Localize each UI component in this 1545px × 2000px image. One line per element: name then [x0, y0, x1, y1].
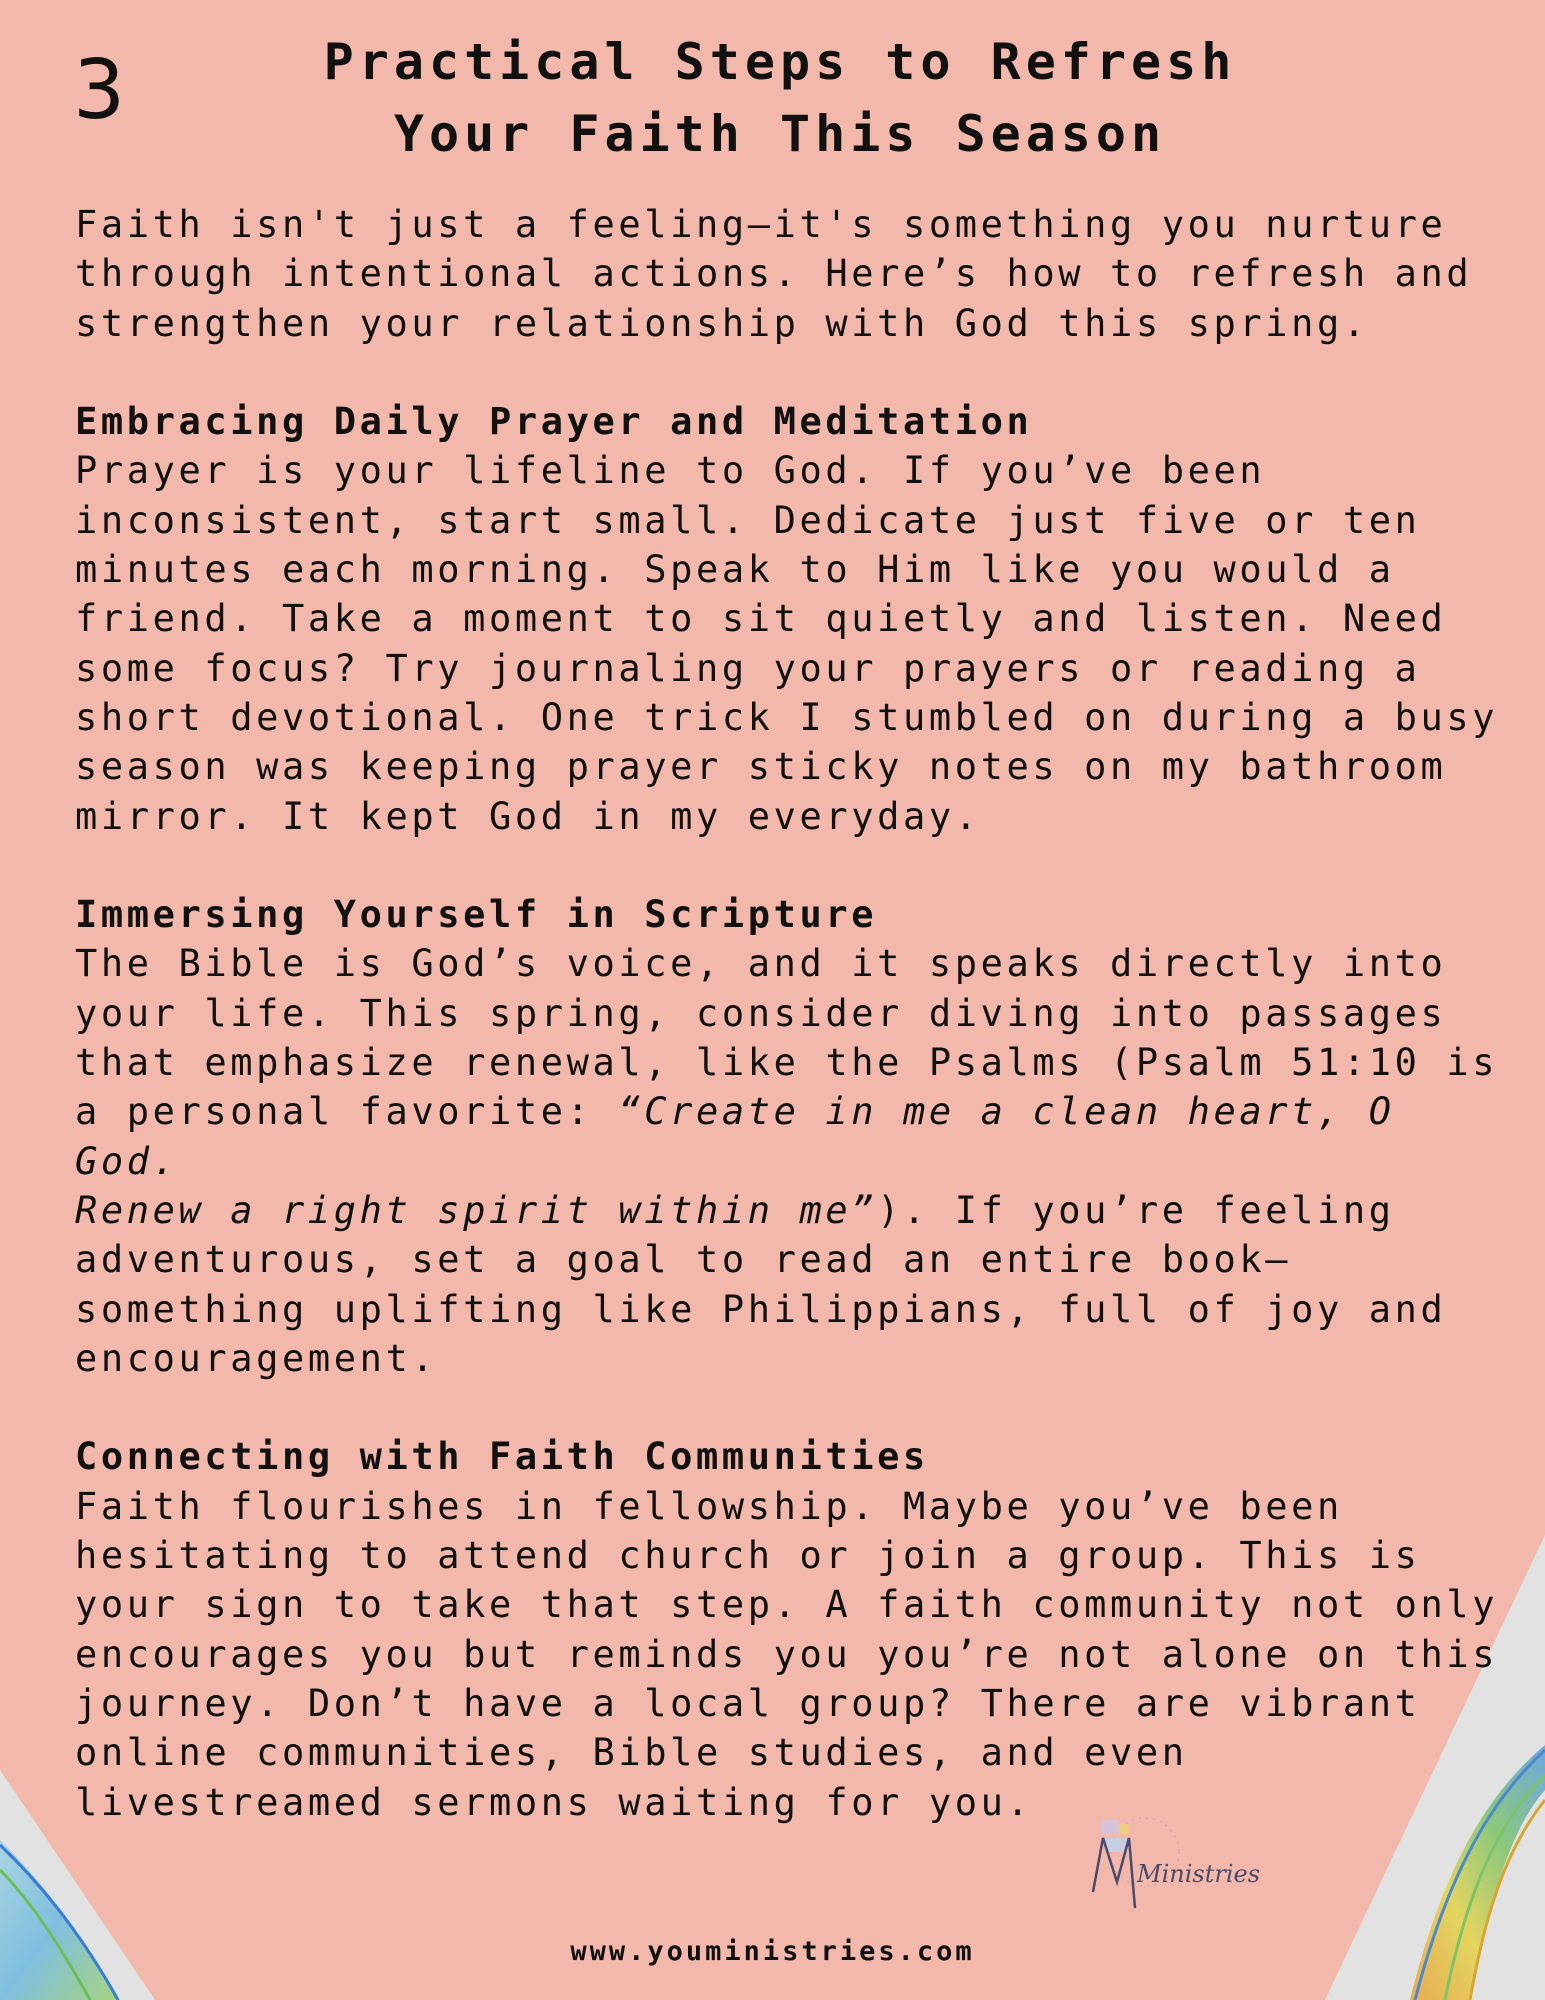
section-body-scripture	[75, 939, 1515, 1383]
section-heading-scripture: Immersing Yourself in Scripture	[75, 893, 878, 937]
section-heading-prayer: Embracing Daily Prayer and Meditation	[75, 400, 1033, 444]
title-line-1: Practical Steps to Refresh	[323, 33, 1237, 91]
footer-website[interactable]: www.youministries.com	[570, 1936, 975, 1967]
section-body-prayer: Prayer is your lifeline to God. If you’ve been inconsistent, start small. Dedicate just five or ten minutes each morning. Speak to Him like you would a friend. Take a moment to sit quietly and listen. Need some focus? Try journaling your prayers or reading a short devotional. One trick I stumbled on during a busy season was keeping prayer sticky notes on my bathroom mirror. It kept God in my everyday.	[75, 449, 1499, 838]
title-line-2: Your Faith This Season	[393, 105, 1167, 163]
page-number: 3	[73, 43, 126, 138]
ministries-logo	[1085, 1812, 1261, 1922]
scripture-text-after: ). If you’re feeling adventurous, set a goal to read an entire book— something uplifting like Philippians, full of joy and encouragement.	[75, 1188, 1447, 1380]
article-body	[75, 200, 1515, 1827]
scripture-quote: “Create in me a clean heart, O God. Renew a right spirit within me”	[75, 1090, 1395, 1232]
section-heading-community: Connecting with Faith Communities	[75, 1435, 929, 1479]
logo-text: Ministries	[1137, 1860, 1261, 1888]
section-body-community: Faith flourishes in fellowship. Maybe you’ve been hesitating to attend church or join a group. This is your sign to take that step. A faith community not only encourages you but reminds you you’re not alone on this journey. Don’t have a local group? There are vibrant online communities, Bible studies, and even livestreamed sermons waiting for you.	[75, 1484, 1499, 1824]
scripture-text-before: The Bible is God’s voice, and it speaks directly into your life. This spring, consider diving into passages that emphasize renewal, like the Psalms (Psalm 51:10 is a personal favorite:	[75, 942, 1499, 1134]
page-title	[250, 26, 1310, 170]
intro-paragraph: Faith isn't just a feeling—it's something you nurture through intentional actions. Here’s how to refresh and strengthen your relationship with God this spring.	[75, 203, 1473, 345]
